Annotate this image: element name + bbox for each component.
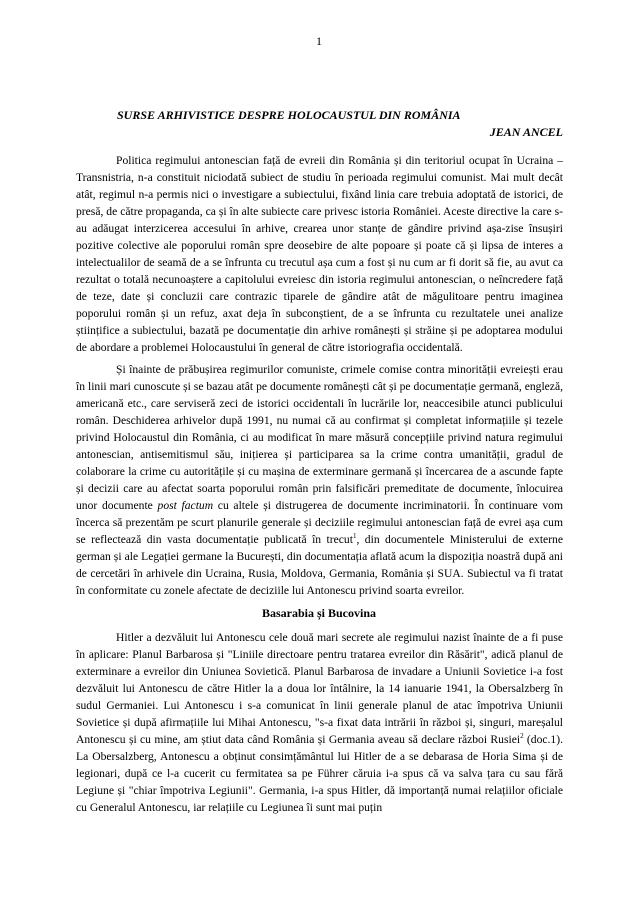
paragraph-2-italic: post factum bbox=[157, 499, 214, 512]
author-name: JEAN ANCEL bbox=[489, 125, 563, 139]
page-number: 1 bbox=[316, 34, 322, 48]
footnote-ref-2[interactable]: 2 bbox=[520, 732, 524, 741]
footnote-ref-1[interactable]: 1 bbox=[352, 532, 357, 541]
paragraph-3-text-b: (doc.1). La Obersalzberg, Antonescu a obținut consimțământul lui Hitler de a se debarasa de Horia Sima și de legionari, după ce l-a cucerit cu fermitatea sa pe Führer căruia i-a spus că va salva țara cu sau fără Legiune și "chiar împotriva Legiunii". Germania, i-a spus Hitler, dă importanță numai relațiilor oficiale cu Generalul Antonescu, iar relațiile cu Legiunea îi sunt mai puțin bbox=[76, 733, 563, 814]
paragraph-1: Politica regimului antonescian față de evreii din România și din teritoriul ocupat în Ucraina – Transnistria, n-a constituit niciodată subiect de studiu în perioada regimului comunist. Mai mult decât atât, regimul n-a permis nici o investigare a subiectului, fixând linia care trebuia adoptată de istorici, de presă, de către propaganda, ca și în alte subiecte care privesc istoria României. Aceste directive la care s-au adăugat interzicerea accesului în arhive, crearea unor stanțe de gândire privind așa-zise însușiri pozitive colective ale poporului român spre deosebire de alte popoare și poate că și lipsa de interes a intelectualilor de seamă de a se înfrunta cu trecutul așa cum a fost și nu cum ar fi dorit să fie, au avut ca rezultat o totală necunoaștere a capitolului evreiesc din istoria regimului antonescian, o neîncredere față de teze, date și concluzii care contrazic tiparele de gândire atât de măgulitoare pentru imaginea poporului român și un refuz, axat deja în subconștient, de a se înfrunta cu rezultatele unei analize științifice a subiectului, bazată pe documentație din arhive românești și străine și pe adoptarea modului de abordare a problemei Holocaustului în general de către istoriografia occidentală. bbox=[76, 154, 563, 354]
paragraph-2-text-c: , din documentele Ministerului de externe german și ale Legației germane la București, din documentația aflată acum la dispoziția noastră după ani de cercetări în arhivele din Ucraina, Rusia, Moldova, Germania, România și SUA. Subiectul va fi tratat în conformitate cu zonele afectate de deciziile lui Antonescu privind soarta evreilor. bbox=[76, 533, 563, 597]
paragraph-2 bbox=[76, 361, 563, 599]
paragraph-2-text-b: cu altele și distrugerea de documente incriminatorii. În continuare vom încerca să prezentăm pe scurt planurile generale și deciziile regimului antonescian față de evrei așa cum se reflectează din vasta documentație publicată în trecut bbox=[76, 499, 563, 546]
paragraph-3-text-a: Hitler a dezvăluit lui Antonescu cele două mari secrete ale regimului nazist înainte de a fi puse în aplicare: Planul Barbarosa și "Liniile directoare pentru tratarea evreilor din Răsărit", adică planul de exterminare a evreilor din Uniunea Sovietică. Planul Barbarosa de invadare a Uniunii Sovietice i-a fost dezvăluit lui Antonescu de către Hitler la a doua lor întâlnire, la 14 ianuarie 1941, la Obersalzberg în sudul Germaniei. Lui Antonescu i s-a comunicat în linii generale planul de atac împotriva Uniunii Sovietice și după afirmațiile lui Mihai Antonescu, "s-a fixat data intrării în război și, singuri, mareșalul Antonescu și cu mine, am știut data când România și Germania aveau să declare război Rusiei bbox=[76, 631, 563, 746]
section-heading: Basarabia și Bucovina bbox=[261, 606, 377, 620]
paragraph-block-1 bbox=[76, 152, 563, 356]
document-title: SURSE ARHIVISTICE DESPRE HOLOCAUSTUL DIN ROMÂNIA bbox=[117, 108, 461, 122]
paragraph-2-text-a: Și înainte de prăbușirea regimurilor comuniste, crimele comise contra minorității evreiești erau în linii mari cunoscute și se bazau atât pe documente românești cât și pe documentație germană, engleză, americană etc., care serviseră zeci de istorici occidentali în lucrările lor, neaccesibile atunci publicului român. Deschiderea arhivelor după 1991, nu numai că au confirmat și completat informațiile și tezele privind Holocaustul din România, ci au modificat în mare măsură concepțiile privind natura regimului antonescian, antisemitismul său, inițierea și participarea sa la crime contra umanității, gradul de colaborare la crime cu autoritățile și cu mașina de exterminare germană și încercarea de a ascunde fapte și decizii care au afectat soarta poporului român prin falsificări premeditate de documente, înlocuirea unor documente bbox=[76, 363, 563, 512]
paragraph-block-3 bbox=[76, 629, 563, 816]
paragraph-block-2 bbox=[76, 361, 563, 599]
paragraph-3 bbox=[76, 629, 563, 816]
